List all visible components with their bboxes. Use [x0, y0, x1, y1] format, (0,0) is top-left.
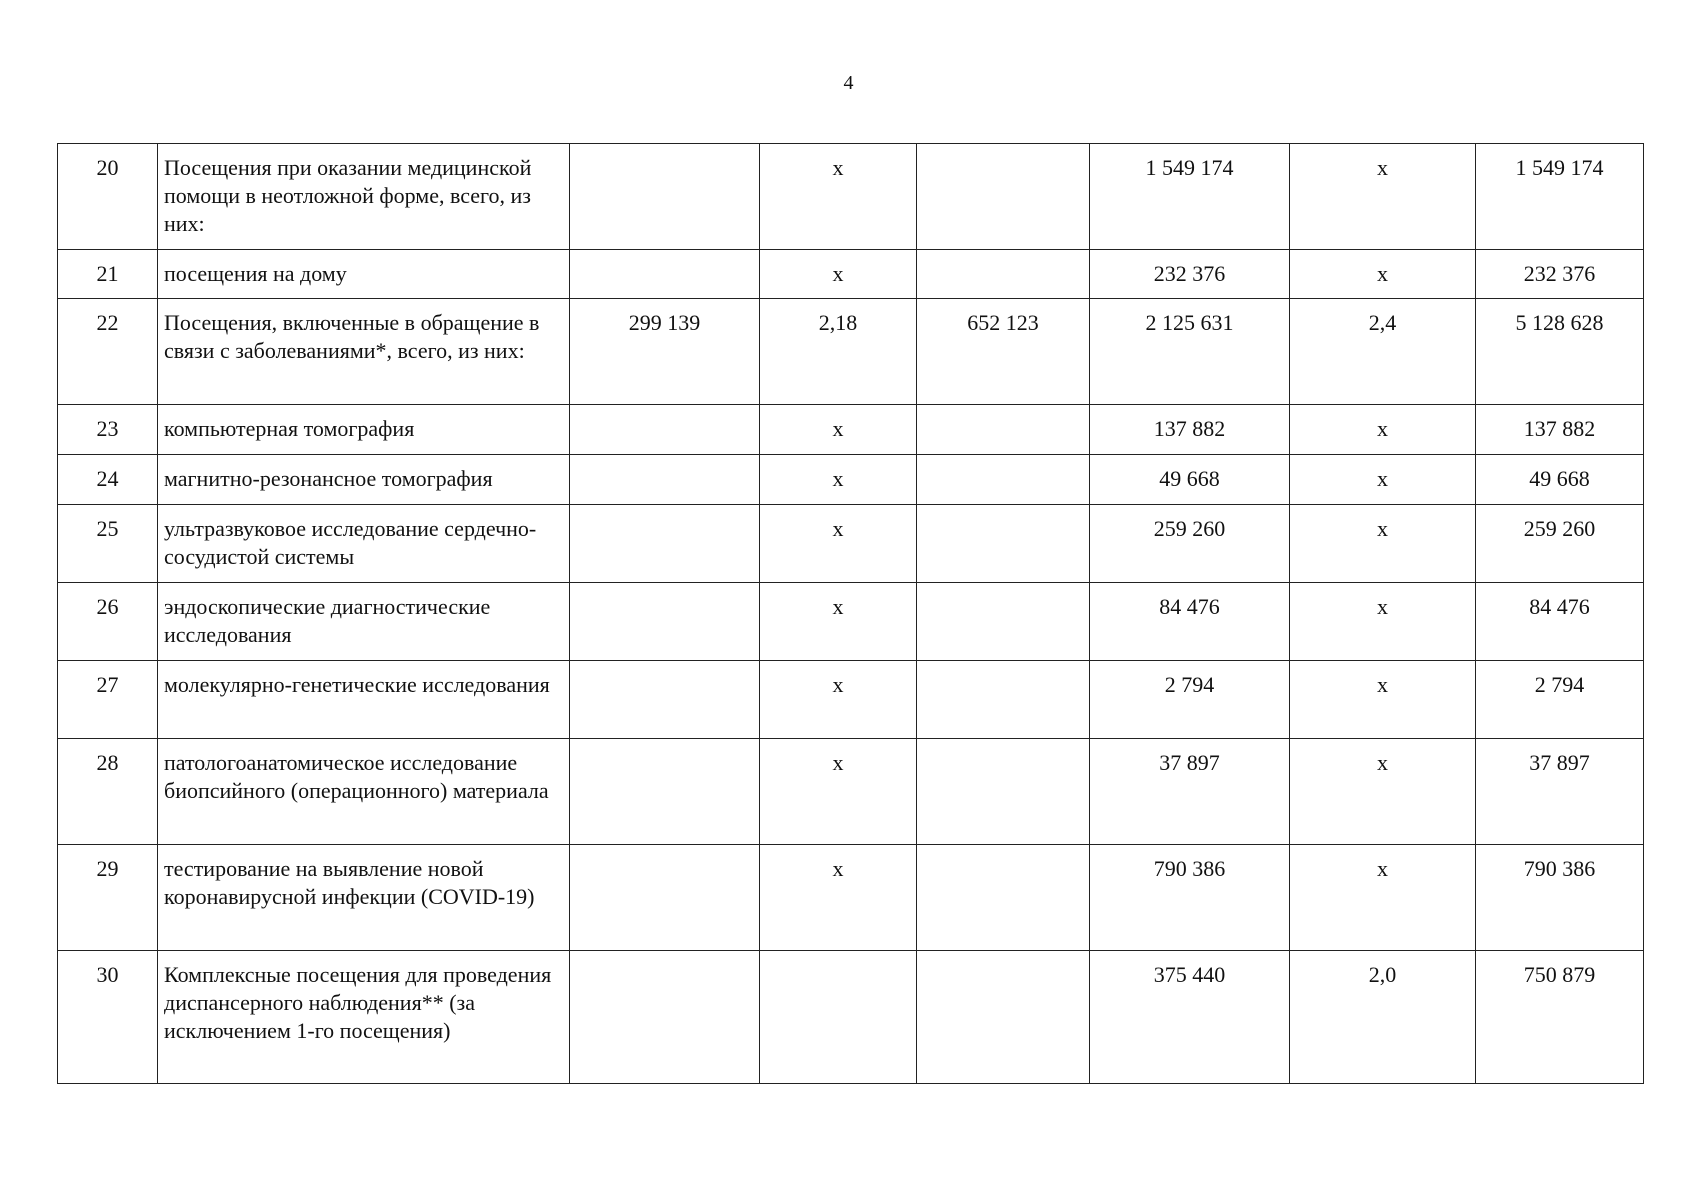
row-number: 26 [58, 583, 158, 661]
cell-col5: 652 123 [917, 299, 1090, 405]
cell-col6: 137 882 [1090, 405, 1290, 455]
cell-col7: х [1290, 505, 1476, 583]
row-name: компьютерная томография [158, 405, 570, 455]
cell-col3 [570, 405, 760, 455]
table-row [58, 455, 1644, 505]
cell-col3: 299 139 [570, 299, 760, 405]
cell-col3 [570, 250, 760, 299]
cell-col8: 790 386 [1476, 845, 1644, 951]
cell-col5 [917, 951, 1090, 1084]
cell-col5 [917, 455, 1090, 505]
cell-col6: 49 668 [1090, 455, 1290, 505]
row-number: 24 [58, 455, 158, 505]
row-name: магнитно-резонансное томография [158, 455, 570, 505]
cell-col5 [917, 405, 1090, 455]
cell-col7: х [1290, 455, 1476, 505]
cell-col6: 37 897 [1090, 739, 1290, 845]
cell-col4: х [760, 845, 917, 951]
cell-col8: 1 549 174 [1476, 144, 1644, 250]
cell-col6: 259 260 [1090, 505, 1290, 583]
table-row [58, 739, 1644, 845]
cell-col4: х [760, 455, 917, 505]
table-row [58, 405, 1644, 455]
cell-col3 [570, 455, 760, 505]
cell-col8: 259 260 [1476, 505, 1644, 583]
row-name: патологоанатомическое исследование биопсийного (операционного) материала [158, 739, 570, 845]
cell-col3 [570, 583, 760, 661]
table-row [58, 583, 1644, 661]
cell-col8: 232 376 [1476, 250, 1644, 299]
cell-col3 [570, 505, 760, 583]
table-row [58, 845, 1644, 951]
cell-col6: 375 440 [1090, 951, 1290, 1084]
row-number: 21 [58, 250, 158, 299]
cell-col5 [917, 739, 1090, 845]
cell-col8: 137 882 [1476, 405, 1644, 455]
cell-col5 [917, 505, 1090, 583]
cell-col3 [570, 845, 760, 951]
page-number: 4 [843, 72, 854, 94]
cell-col4: х [760, 661, 917, 739]
cell-col7: 2,4 [1290, 299, 1476, 405]
row-number: 30 [58, 951, 158, 1084]
cell-col7: х [1290, 583, 1476, 661]
cell-col4: х [760, 505, 917, 583]
cell-col5 [917, 661, 1090, 739]
row-number: 22 [58, 299, 158, 405]
cell-col7: х [1290, 250, 1476, 299]
cell-col5 [917, 845, 1090, 951]
row-number: 25 [58, 505, 158, 583]
cell-col5 [917, 144, 1090, 250]
row-name: ультразвуковое исследование сердечно-сосудистой системы [158, 505, 570, 583]
cell-col6: 2 125 631 [1090, 299, 1290, 405]
table-row [58, 661, 1644, 739]
cell-col6: 2 794 [1090, 661, 1290, 739]
cell-col4: х [760, 250, 917, 299]
data-table [57, 143, 1644, 1084]
cell-col8: 750 879 [1476, 951, 1644, 1084]
row-name: тестирование на выявление новой коронавирусной инфекции (COVID-19) [158, 845, 570, 951]
cell-col4: 2,18 [760, 299, 917, 405]
cell-col8: 84 476 [1476, 583, 1644, 661]
row-number: 28 [58, 739, 158, 845]
row-name: Комплексные посещения для проведения диспансерного наблюдения** (за исключением 1-го посещения) [158, 951, 570, 1084]
table-row [58, 299, 1644, 405]
row-name: молекулярно-генетические исследования [158, 661, 570, 739]
cell-col7: 2,0 [1290, 951, 1476, 1084]
cell-col5 [917, 583, 1090, 661]
row-name: посещения на дому [158, 250, 570, 299]
cell-col6: 84 476 [1090, 583, 1290, 661]
cell-col6: 232 376 [1090, 250, 1290, 299]
row-name: Посещения при оказании медицинской помощи в неотложной форме, всего, из них: [158, 144, 570, 250]
cell-col3 [570, 144, 760, 250]
row-name: Посещения, включенные в обращение в связи с заболеваниями*, всего, из них: [158, 299, 570, 405]
cell-col6: 790 386 [1090, 845, 1290, 951]
cell-col4 [760, 951, 917, 1084]
cell-col7: х [1290, 661, 1476, 739]
cell-col6: 1 549 174 [1090, 144, 1290, 250]
cell-col7: х [1290, 845, 1476, 951]
cell-col8: 2 794 [1476, 661, 1644, 739]
table-row [58, 951, 1644, 1084]
cell-col8: 49 668 [1476, 455, 1644, 505]
row-number: 20 [58, 144, 158, 250]
cell-col8: 37 897 [1476, 739, 1644, 845]
cell-col3 [570, 739, 760, 845]
cell-col3 [570, 951, 760, 1084]
row-number: 27 [58, 661, 158, 739]
cell-col7: х [1290, 739, 1476, 845]
table-row [58, 250, 1644, 299]
cell-col4: х [760, 583, 917, 661]
cell-col4: х [760, 144, 917, 250]
cell-col7: х [1290, 144, 1476, 250]
row-number: 23 [58, 405, 158, 455]
cell-col7: х [1290, 405, 1476, 455]
cell-col4: х [760, 739, 917, 845]
cell-col4: х [760, 405, 917, 455]
cell-col5 [917, 250, 1090, 299]
cell-col3 [570, 661, 760, 739]
cell-col8: 5 128 628 [1476, 299, 1644, 405]
row-name: эндоскопические диагностические исследования [158, 583, 570, 661]
table-row [58, 144, 1644, 250]
table-row [58, 505, 1644, 583]
row-number: 29 [58, 845, 158, 951]
